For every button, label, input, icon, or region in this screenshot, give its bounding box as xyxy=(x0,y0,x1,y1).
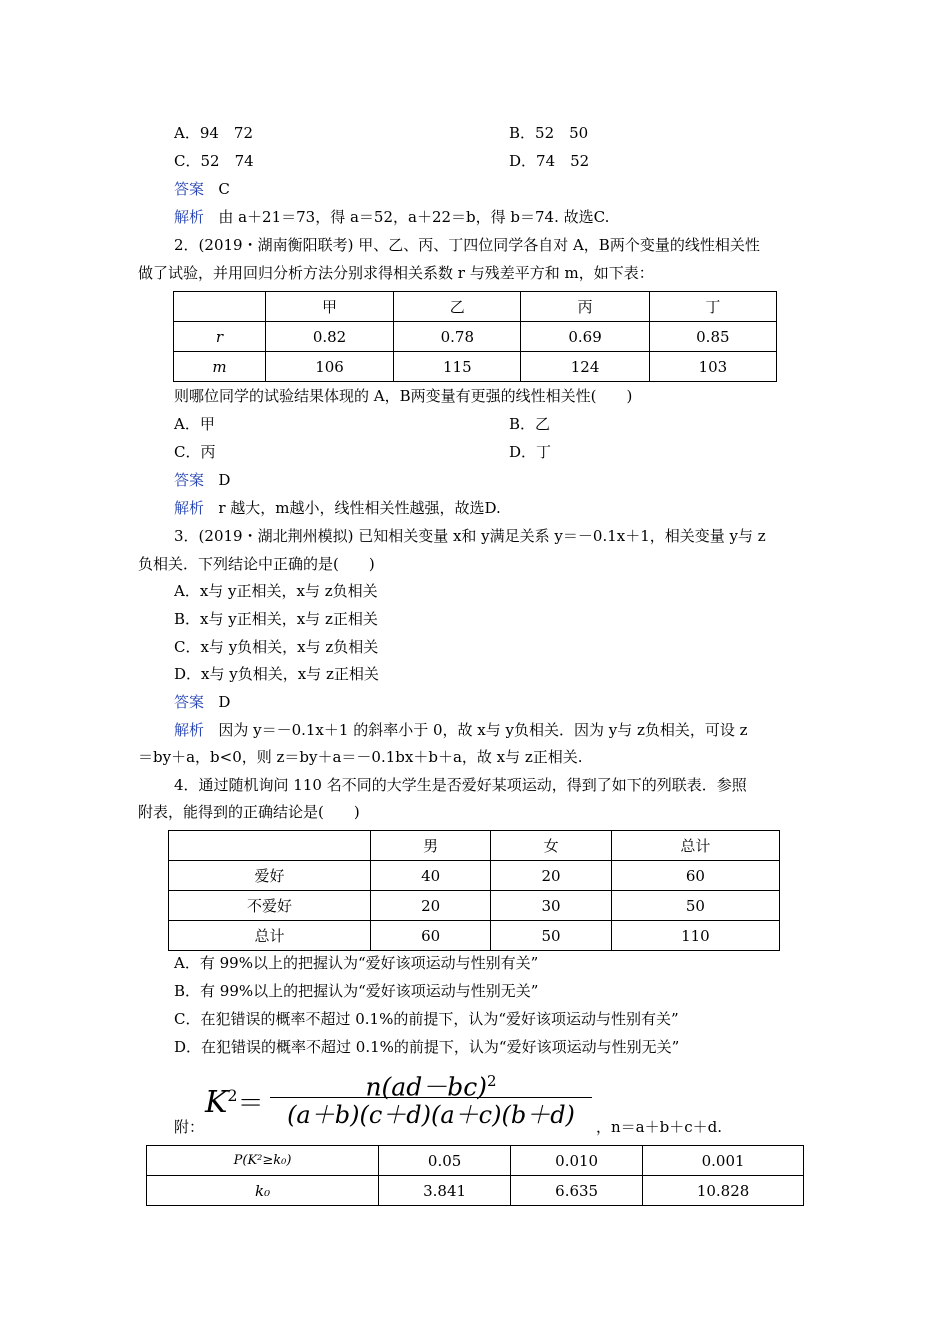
formula-denominator xyxy=(266,1100,596,1130)
q4-option-c: C．在犯错误的概率不超过 0.1%的前提下，认为“爱好该项运动与性别有关” xyxy=(174,1010,679,1028)
q3-option-c: C．x与 y负相关，x与 z负相关 xyxy=(174,638,379,656)
table-header-row xyxy=(169,831,780,861)
formula-k: K xyxy=(205,1085,228,1120)
q2-question: 则哪位同学的试验结果体现的 A，B两变量有更强的线性相关性( ) xyxy=(174,387,633,405)
table-cell: 10.828 xyxy=(643,1176,804,1206)
q1-option-a: A．94 72 xyxy=(174,124,254,142)
table-row xyxy=(169,921,780,951)
q1-option-c: C．52 74 xyxy=(174,152,254,170)
answer-value: D xyxy=(218,471,231,489)
analysis-text: 由 a＋21＝73，得 a＝52，a＋22＝b，得 b＝74. 故选C. xyxy=(218,208,610,226)
q2-option-c: C．丙 xyxy=(174,443,216,461)
q3-option-b: B．x与 y正相关，x与 z正相关 xyxy=(174,610,378,628)
table-header-cell: 丙 xyxy=(521,292,649,322)
table-cell: 115 xyxy=(394,352,521,382)
table-row xyxy=(169,891,780,921)
q3-option-a: A．x与 y正相关，x与 z负相关 xyxy=(174,582,378,600)
table-row xyxy=(169,861,780,891)
table-cell: 20 xyxy=(491,861,611,891)
q4-option-a: A．有 99%以上的把握认为“爱好该项运动与性别有关” xyxy=(174,954,539,972)
table-cell: 0.78 xyxy=(394,322,521,352)
q4-option-b: B．有 99%以上的把握认为“爱好该项运动与性别无关” xyxy=(174,982,539,1000)
table-row-label: m xyxy=(174,352,266,382)
q2-stem-line-2: 做了试验，并用回归分析方法分别求得相关系数 r 与残差平方和 m，如下表： xyxy=(138,264,654,282)
q2-option-a: A．甲 xyxy=(174,415,215,433)
q3-analysis-line-2: ＝by＋a，b<0，则 z＝by＋a＝－0.1bx＋b＋a，故 x与 z正相关. xyxy=(138,748,583,766)
table-cell: 0.05 xyxy=(379,1146,511,1176)
table-cell: 3.841 xyxy=(379,1176,511,1206)
q2-answer xyxy=(174,470,230,490)
table-header-row xyxy=(174,292,777,322)
table-row xyxy=(174,322,777,352)
formula-equals: ＝ xyxy=(237,1089,264,1119)
answer-label: 答案 xyxy=(174,180,205,198)
table-cell: 0.82 xyxy=(265,322,393,352)
table-cell: 6.635 xyxy=(511,1176,643,1206)
table-cell: 40 xyxy=(370,861,490,891)
analysis-text: r 越大，m越小，线性相关性越强，故选D. xyxy=(218,499,501,517)
formula-numerator-exponent: 2 xyxy=(486,1072,497,1090)
critical-value-table xyxy=(146,1145,804,1206)
table-cell: 0.85 xyxy=(649,322,776,352)
q2-option-b: B．乙 xyxy=(509,415,551,433)
table-row xyxy=(147,1176,804,1206)
table-row-label: k₀ xyxy=(147,1176,379,1206)
q4-contingency-table xyxy=(168,830,780,951)
table-header-cell: 男 xyxy=(370,831,490,861)
q4-stem-line-2: 附表，能得到的正确结论是( ) xyxy=(138,803,360,821)
q1-analysis xyxy=(174,207,609,227)
q3-option-d: D．x与 y负相关，x与 z正相关 xyxy=(174,665,379,683)
answer-value: D xyxy=(218,693,231,711)
formula-k-exponent: 2 xyxy=(227,1086,238,1105)
table-cell: 0.69 xyxy=(521,322,649,352)
table-cell: 0.010 xyxy=(511,1146,643,1176)
answer-value: C xyxy=(218,180,230,198)
formula-tail: ，n＝a＋b＋c＋d. xyxy=(596,1118,722,1136)
table-cell: 124 xyxy=(521,352,649,382)
q2-option-d: D．丁 xyxy=(509,443,552,461)
table-cell xyxy=(174,292,266,322)
table-cell: 50 xyxy=(611,891,779,921)
analysis-label: 解析 xyxy=(174,208,205,226)
table-row-label: P(K²≥k₀) xyxy=(147,1146,379,1176)
q3-answer xyxy=(174,692,230,712)
table-cell: 60 xyxy=(611,861,779,891)
q3-stem-line-1: 3．(2019・湖北荆州模拟) 已知相关变量 x和 y满足关系 y＝－0.1x＋1，相关变量 y与 z xyxy=(174,527,766,545)
q2-correlation-table xyxy=(173,291,777,382)
formula-fraction-bar xyxy=(270,1097,592,1098)
table-cell: 106 xyxy=(265,352,393,382)
q4-option-d: D．在犯错误的概率不超过 0.1%的前提下，认为“爱好该项运动与性别无关” xyxy=(174,1038,680,1056)
q1-option-d: D．74 52 xyxy=(509,152,590,170)
table-cell: 60 xyxy=(370,921,490,951)
table-row-label: 不爱好 xyxy=(169,891,371,921)
table-cell xyxy=(169,831,371,861)
q1-option-b: B．52 50 xyxy=(509,124,589,142)
table-cell: 103 xyxy=(649,352,776,382)
appendix-label: 附： xyxy=(174,1118,205,1136)
q2-analysis xyxy=(174,498,501,518)
analysis-label: 解析 xyxy=(174,499,205,517)
table-header-cell: 女 xyxy=(491,831,611,861)
q3-stem-line-2: 负相关．下列结论中正确的是( ) xyxy=(138,555,375,573)
analysis-label: 解析 xyxy=(174,721,205,739)
table-cell: 50 xyxy=(491,921,611,951)
table-header-cell: 总计 xyxy=(611,831,779,861)
table-cell: 30 xyxy=(491,891,611,921)
table-row-label: r xyxy=(174,322,266,352)
formula-denominator-text: (a＋b)(c＋d)(a＋c)(b＋d) xyxy=(287,1101,575,1129)
q1-answer xyxy=(174,179,230,199)
table-header-cell: 丁 xyxy=(649,292,776,322)
table-row xyxy=(174,352,777,382)
table-cell: 20 xyxy=(370,891,490,921)
answer-label: 答案 xyxy=(174,693,205,711)
answer-label: 答案 xyxy=(174,471,205,489)
formula-numerator-text: n(ad－bc) xyxy=(365,1072,487,1102)
table-header-cell: 甲 xyxy=(265,292,393,322)
analysis-text: 因为 y＝－0.1x＋1 的斜率小于 0，故 x与 y负相关．因为 y与 z负相关，可设 z xyxy=(218,721,748,739)
table-cell: 110 xyxy=(611,921,779,951)
table-row-label: 爱好 xyxy=(169,861,371,891)
q2-stem-line-1: 2．(2019・湖南衡阳联考) 甲、乙、丙、丁四位同学各自对 A，B两个变量的线性相关性 xyxy=(174,236,760,254)
q4-stem-line-1: 4．通过随机询问 110 名不同的大学生是否爱好某项运动，得到了如下的列联表．参照 xyxy=(174,776,747,794)
q3-analysis-line-1 xyxy=(174,720,748,740)
table-header-cell: 乙 xyxy=(394,292,521,322)
table-cell: 0.001 xyxy=(643,1146,804,1176)
formula-lhs xyxy=(205,1078,264,1122)
table-row-label: 总计 xyxy=(169,921,371,951)
table-row xyxy=(147,1146,804,1176)
